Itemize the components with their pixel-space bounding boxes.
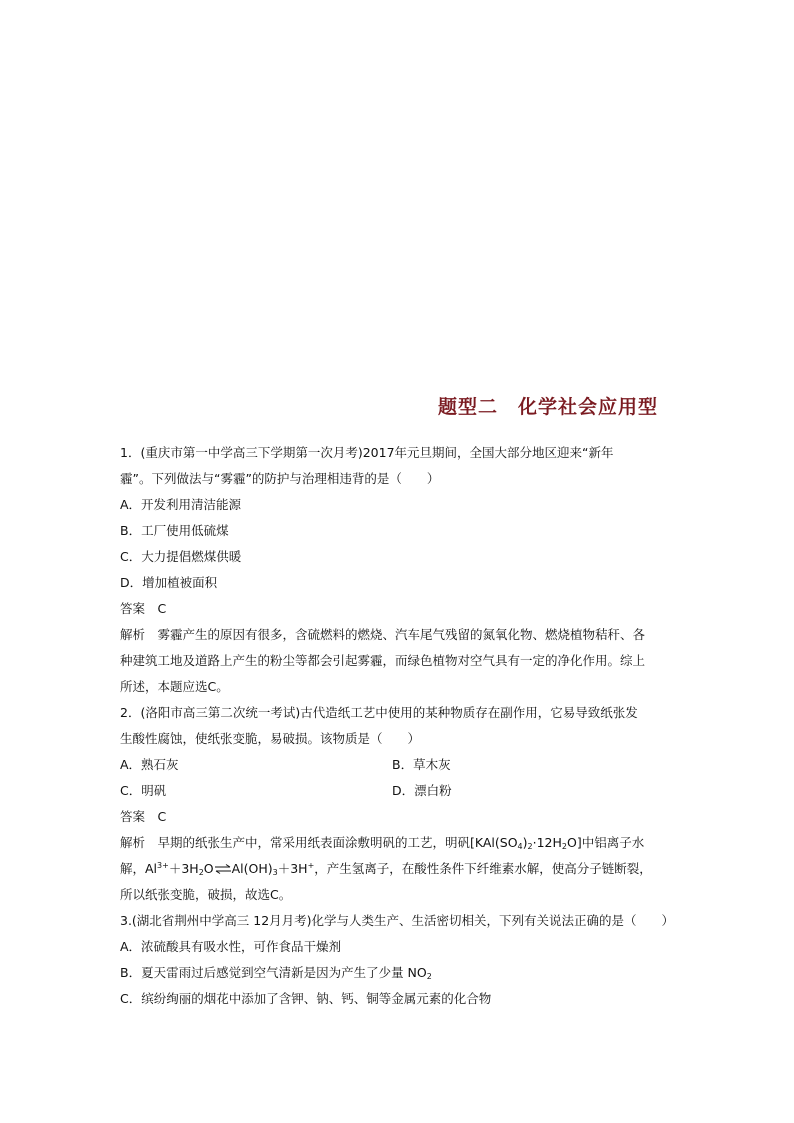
q1-option-c: C．大力提倡燃煤供暖 [120,549,242,564]
equilibrium-arrow-icon [214,857,232,883]
q2-analysis-line3: 所以纸张变脆，破损，故选C。 [120,887,292,902]
q2-analysis-line2-d: 2 [198,868,204,877]
q2-stem-line1: 2．(洛阳市高三第二次统一考试)古代造纸工艺中使用的某种物质存在副作用，它易导致纸张发 [120,705,638,720]
q2-analysis-line2-i: + [307,861,315,870]
q2-analysis-line2-e: O [203,861,214,876]
q2-options-row1 [120,752,685,778]
q1-stem-line1: 1．(重庆市第一中学高三下学期第一次月考)2017年元旦期间，全国大部分地区迎来“新年 [120,445,614,460]
q2-option-c: C．明矾 [120,783,167,798]
q2-analysis-line2-h: ＋3H [277,861,308,876]
q1-analysis-line2: 种建筑工地及道路上产生的粉尘等都会引起雾霾，而绿色植物对空气具有一定的净化作用。综上 [120,653,646,668]
q3-option-b-sub: 2 [426,972,432,981]
q2-analysis-line1-d: 2 [527,842,533,851]
q2-option-b: B．草木灰 [392,757,451,772]
q2-options-row2 [120,778,685,804]
q3-option-b-row [120,960,685,986]
section-title: 题型二 化学社会应用型 [438,396,659,418]
q1-analysis-line3: 所述，本题应选C。 [120,679,229,694]
q2-analysis-line2-g: 3 [272,868,278,877]
q2-analysis-line2-j: ，产生氢离子，在酸性条件下纤维素水解，使高分子链断裂， [314,861,652,876]
question-list [120,440,685,1012]
q2-analysis-line1-a: 解析 早期的纸张生产中，常采用纸表面涂敷明矾的工艺，明矾[KAl(SO [120,835,518,850]
q2-analysis-line1-f: 2 [561,842,567,851]
q2-analysis-line1-b: 4 [517,842,523,851]
q2-analysis-line2-b: 3+ [157,861,169,870]
q3-stem-line1: 3.(湖北省荆州中学高三 12月月考)化学与人类生产、生活密切相关，下列有关说法正确的是（ ） [120,913,675,928]
q2-analysis-line1-c: ) [522,835,528,850]
q2-analysis-line2-a: 解，Al [120,861,158,876]
q3-option-a: A．浓硫酸具有吸水性，可作食品干燥剂 [120,939,342,954]
q3-option-b: B．夏天雷雨过后感觉到空气清新是因为产生了少量 NO [120,965,427,980]
q2-analysis-line1-e: ·12H [532,835,562,850]
q1-option-d: D．增加植被面积 [120,575,218,590]
q2-analysis-line2-f: Al(OH) [231,861,273,876]
q2-analysis-line2 [120,856,685,882]
q2-stem-line2: 生酸性腐蚀，使纸张变脆，易破损。该物质是（ ） [120,731,421,746]
q2-analysis-line1-g: O]中铝离子水 [566,835,645,850]
q1-stem-line2: 霾”。下列做法与“雾霾”的防护与治理相违背的是（ ） [120,471,440,486]
q2-analysis-line1 [120,830,685,856]
q1-option-b: B．工厂使用低硫煤 [120,523,229,538]
q2-analysis-line2-c: ＋3H [168,861,199,876]
q1-answer: 答案 C [120,601,167,616]
q3-option-c: C．缤纷绚丽的烟花中添加了含钾、钠、钙、铜等金属元素的化合物 [120,991,492,1006]
q1-option-a: A．开发利用清洁能源 [120,497,242,512]
q1-analysis-line1: 解析 雾霾产生的原因有很多，含硫燃料的燃烧、汽车尾气残留的氮氧化物、燃烧植物秸秆、各 [120,627,646,642]
q2-option-d: D．漂白粉 [392,783,452,798]
q2-answer: 答案 C [120,809,167,824]
q2-option-a: A．熟石灰 [120,757,179,772]
